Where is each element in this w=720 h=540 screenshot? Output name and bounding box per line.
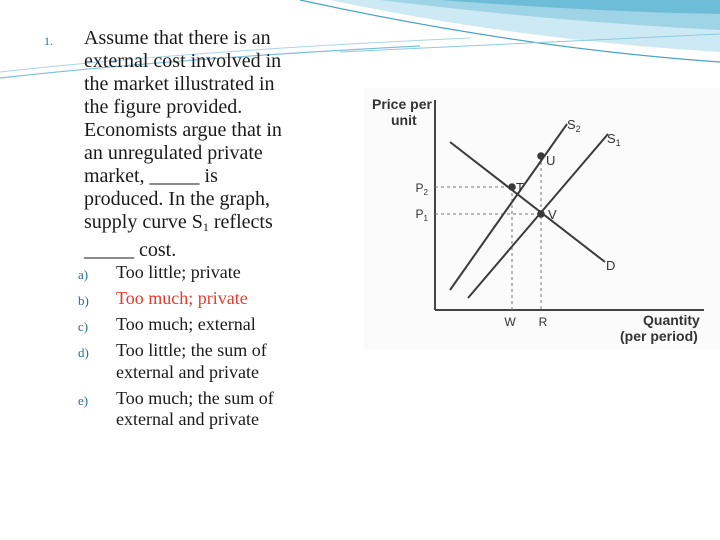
- s2-letter: S: [567, 117, 576, 132]
- p1-subscript: 1: [423, 214, 428, 223]
- option-letter: b): [78, 293, 89, 308]
- point-t: [508, 183, 516, 191]
- answer-option-d[interactable]: [78, 340, 358, 383]
- question-line: Assume that there is an: [84, 27, 271, 49]
- supply-demand-graph: [364, 88, 720, 350]
- subscript: 1: [202, 220, 209, 234]
- d-label: D: [606, 258, 616, 273]
- answer-option-a[interactable]: [78, 262, 358, 284]
- p2-letter: P: [415, 181, 424, 195]
- question-line: external cost involved in: [84, 50, 282, 72]
- question-line: an unregulated private: [84, 142, 263, 164]
- option-text: Too much; the sum of: [116, 387, 274, 408]
- option-text: external and private: [116, 409, 259, 429]
- u-label: U: [546, 153, 556, 168]
- s2-subscript: 2: [575, 124, 581, 134]
- option-text: Too much; external: [116, 314, 256, 334]
- option-text: Too little; private: [116, 262, 241, 282]
- x-axis-label-line1: Quantity: [643, 312, 700, 328]
- answer-option-e[interactable]: [78, 388, 358, 431]
- question-line: [84, 211, 374, 239]
- option-letter: c): [78, 319, 89, 334]
- question-line: produced. In the graph,: [84, 188, 271, 210]
- question-line: Economists argue that in: [84, 119, 282, 141]
- w-label: W: [504, 315, 516, 329]
- answer-option-b[interactable]: [78, 288, 358, 310]
- option-text: Too little; the sum of: [116, 340, 267, 360]
- x-axis-label-line2: (per period): [620, 328, 698, 344]
- t-label: T: [516, 180, 524, 195]
- y-axis-label-line1: Price per: [372, 96, 432, 112]
- y-axis-label-line2: unit: [391, 112, 417, 128]
- option-letter: d): [78, 345, 89, 360]
- option-letter: e): [78, 392, 89, 408]
- question-line: _____ cost.: [84, 239, 177, 261]
- question-line: market, _____ is: [84, 165, 218, 187]
- p1-letter: P: [415, 207, 424, 221]
- option-text: Too much; private: [116, 288, 248, 308]
- p2-subscript: 2: [423, 188, 428, 197]
- answer-option-c[interactable]: [78, 314, 358, 336]
- option-letter: a): [78, 267, 89, 282]
- question-line-part: reflects: [208, 211, 273, 233]
- point-v: [537, 210, 545, 218]
- s1-letter: S: [607, 131, 616, 146]
- option-text: external and private: [116, 361, 259, 382]
- question-line: the figure provided.: [84, 96, 243, 118]
- v-label: V: [548, 207, 557, 222]
- question-number: 1.: [44, 34, 53, 48]
- question-line: the market illustrated in: [84, 73, 275, 95]
- point-u: [537, 152, 545, 160]
- question-line-part: supply curve S: [84, 211, 203, 233]
- s1-subscript: 1: [615, 138, 621, 148]
- answer-options: [78, 262, 358, 435]
- question-text: [84, 27, 374, 262]
- r-label: R: [538, 315, 548, 329]
